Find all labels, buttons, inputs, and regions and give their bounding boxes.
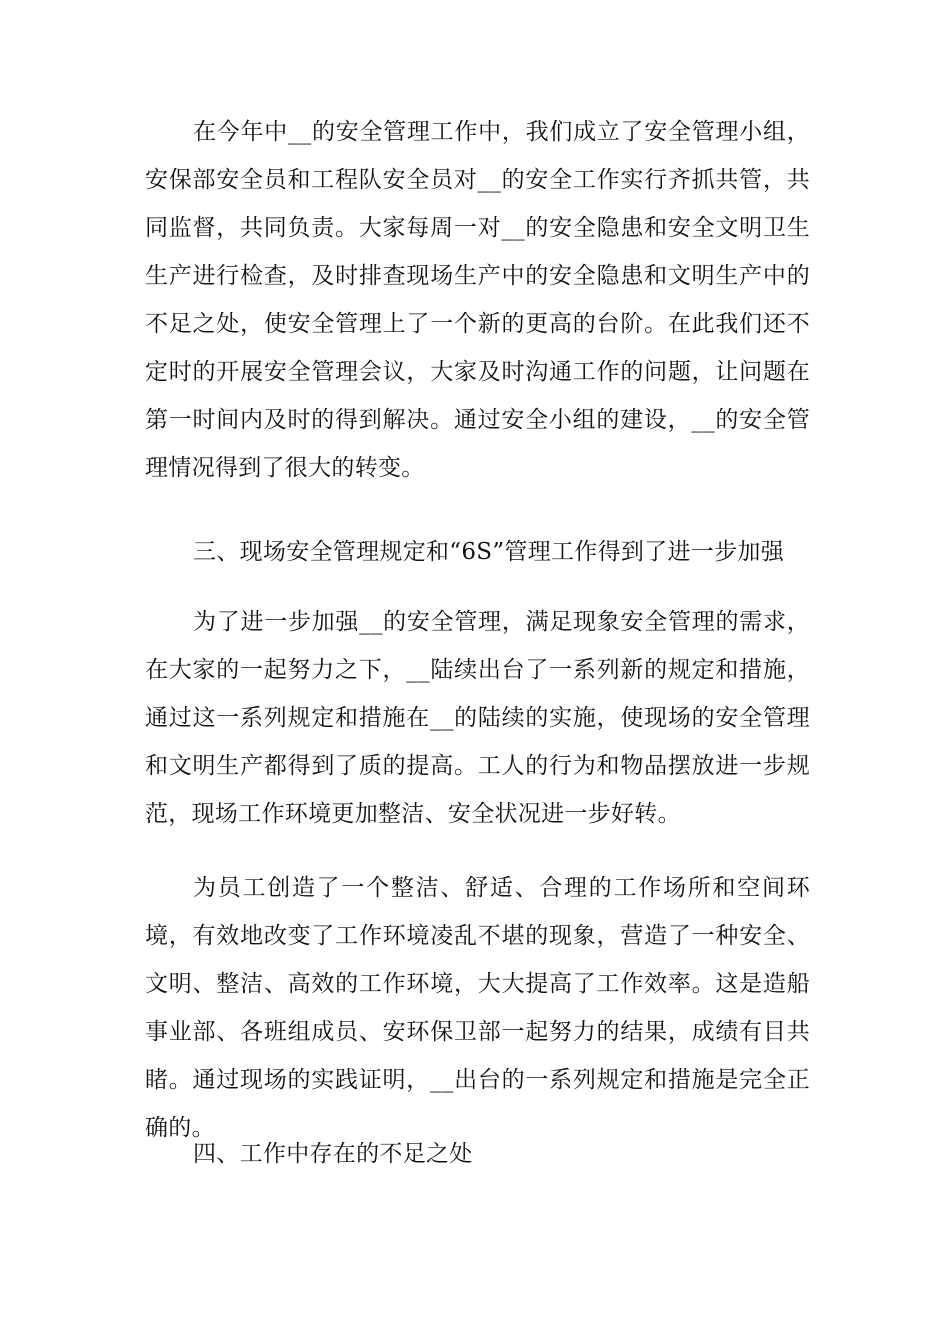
paragraph-work-environment: 为员工创造了一个整洁、舒适、合理的工作场所和空间环境，有效地改变了工作环境凌乱不堪的现象，营造了一种安全、文明、整洁、高效的工作环境，大大提高了工作效率。这是造船事业部、各班组成员、安环保卫部一起努力的结果，成绩有目共睹。通过现场的实践证明，__出台的一系列规定和措施是完全正确的。 bbox=[145, 875, 810, 1141]
section-heading-three: 三、现场安全管理规定和“6S”管理工作得到了进一步加强 bbox=[193, 539, 785, 565]
section-heading-four: 四、工作中存在的不足之处 bbox=[193, 1141, 473, 1167]
paragraph-safety-group: 在今年中__的安全管理工作中，我们成立了安全管理小组，安保部安全员和工程队安全员对__的安全工作实行齐抓共管，共同监督，共同负责。大家每周一对__的安全隐患和安全文明卫生生产进行检查，及时排查现场生产中的安全隐患和文明生产中的不足之处，使安全管理上了一个新的更高的台阶。在此我们还不定时的开展安全管理会议，大家及时沟通工作的问题，让问题在第一时间内及时的得到解决。通过安全小组的建设，__的安全管理情况得到了很大的转变。 bbox=[145, 119, 810, 481]
paragraph-regulations: 为了进一步加强__的安全管理，满足现象安全管理的需求，在大家的一起努力之下，__陆续出台了一系列新的规定和措施，通过这一系列规定和措施在__的陆续的实施，使现场的安全管理和文明生产都得到了质的提高。工人的行为和物品摆放进一步规范，现场工作环境更加整洁、安全状况进一步好转。 bbox=[145, 609, 810, 827]
